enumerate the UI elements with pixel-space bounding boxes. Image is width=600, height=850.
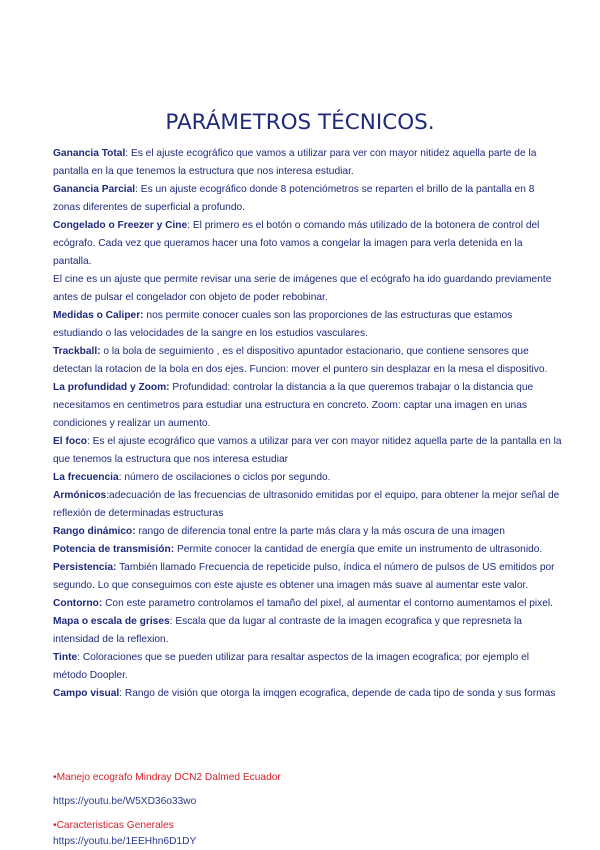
term-description: rango de diferencia tonal entre la parte más clara y la más oscura de una imagen — [135, 526, 505, 537]
term-description: Permite conocer la cantidad de energía que emite un instrumento de ultrasonido. — [174, 544, 543, 555]
paragraph-potencia — [53, 541, 563, 559]
term-description: : El primero es el botón o comando más utilizado de la botonera de control del ecógrafo. Cada vez que queramos hacer una foto vamos a congelar la imagen para verla detenida en la pantalla. — [53, 220, 540, 267]
video-link-manejo[interactable]: https://youtu.be/W5XD36o33wo — [53, 796, 197, 807]
term-label: Mapa o escala de grises — [53, 616, 170, 627]
paragraph-tinte — [53, 649, 563, 685]
paragraph-foco — [53, 433, 563, 469]
term-label: Trackball: — [53, 346, 101, 357]
term-description: El cine es un ajuste que permite revisar una serie de imágenes que el ecógrafo ha ido guardando previamente antes de pulsar el congelador con objeto de poder rebobinar. — [53, 274, 552, 303]
paragraph-frecuencia — [53, 469, 563, 487]
paragraph-armonicos — [53, 487, 563, 523]
term-description: : Escala que da lugar al contraste de la imagen ecografica y que represneta la intensidad de la reflexion. — [53, 616, 522, 645]
document-body — [53, 145, 563, 703]
paragraph-persistencia — [53, 559, 563, 595]
term-description: También llamado Frecuencia de repeticide pulso, índica el número de pulsos de US emitidos por segundo. Lo que conseguimos con este ajuste es obtener una imagen más suave al aumentar este valor. — [53, 562, 555, 591]
video-title-caracteristicas: •Caracteristicas Generales — [53, 820, 174, 831]
video-links — [53, 770, 563, 850]
term-description: nos permite conocer cuales son las proporciones de las estructuras que estamos estudiando o las velocidades de la sangre en los estudios vasculares. — [53, 310, 513, 339]
term-label: Potencia de transmisión: — [53, 544, 175, 555]
term-description: Con este parametro controlamos el tamaño del pixel, al aumentar el contorno aumentamos el pixel. — [102, 598, 553, 609]
paragraph-cine — [53, 271, 563, 307]
term-description: :adecuación de las frecuencias de ultrasonido emitidas por el equipo, para obtener la mejor señal de reflexión de determinadas estructuras — [53, 490, 560, 519]
paragraph-ganancia-total — [53, 145, 563, 181]
term-label: Persistencia: — [53, 562, 117, 573]
term-description: : Coloraciones que se pueden utilizar para resaltar aspectos de la imagen ecografica; por ejemplo el método Doopler. — [53, 652, 530, 681]
term-description: Profundidad: controlar la distancia a la que queremos trabajar o la distancia que necesitamos en centimetros para estudiar una estructura en concreto. Zoom: captar una imagen en unas condiciones y realizar un aumento. — [53, 382, 534, 429]
term-label: El foco — [53, 436, 87, 447]
term-label: Congelado o Freezer y Cine — [53, 220, 188, 231]
paragraph-profundidad-zoom — [53, 379, 563, 433]
paragraph-rango-dinamico — [53, 523, 563, 541]
term-label: Contorno: — [53, 598, 103, 609]
video-title-manejo: •Manejo ecografo Mindray DCN2 Dalmed Ecuador — [53, 772, 281, 783]
term-label: Rango dinámico: — [53, 526, 136, 537]
term-description: o la bola de seguimiento , es el dispositivo apuntador estacionario, que contiene sensores que detectan la rotacion de la bola en dos ejes. Funcion: mover el puntero sin desplazar en la mesa el dispositivo. — [53, 346, 548, 375]
term-description: : Es el ajuste ecográfico que vamos a utilizar para ver con mayor nitidez aquella parte de la pantalla en la que tenemos la estructura que nos interesa estudiar. — [53, 148, 537, 177]
term-label: Campo visual — [53, 688, 120, 699]
term-label: La profundidad y Zoom: — [53, 382, 170, 393]
paragraph-congelado — [53, 217, 563, 271]
term-description: : Es el ajuste ecográfico que vamos a utilizar para ver con mayor nitidez aquella parte de la pantalla en la que tenemos la estructura que nos interesa estudiar — [53, 436, 562, 465]
paragraph-ganancia-parcial — [53, 181, 563, 217]
term-description: : Es un ajuste ecográfico donde 8 potenciómetros se reparten el brillo de la pantalla en 8 zonas diferentes de superficial a profundo. — [53, 184, 535, 213]
term-label: La frecuencia — [53, 472, 119, 483]
paragraph-campo-visual — [53, 685, 563, 703]
term-description: : número de oscilaciones o ciclos por segundo. — [118, 472, 331, 483]
term-label: Armónicos — [53, 490, 107, 501]
term-description: : Rango de visión que otorga la imqgen ecografica, depende de cada tipo de sonda y sus formas — [119, 688, 556, 699]
paragraph-mapa-grises — [53, 613, 563, 649]
term-label: Tinte — [53, 652, 78, 663]
paragraph-contorno — [53, 595, 563, 613]
term-label: Ganancia Parcial — [53, 184, 136, 195]
page-title: PARÁMETROS TÉCNICOS. — [165, 110, 435, 135]
paragraph-trackball — [53, 343, 563, 379]
term-label: Medidas o Caliper: — [53, 310, 144, 321]
video-link-caracteristicas[interactable]: https://youtu.be/1EEHhn6D1DY — [53, 836, 197, 847]
paragraph-medidas — [53, 307, 563, 343]
term-label: Ganancia Total — [53, 148, 126, 159]
